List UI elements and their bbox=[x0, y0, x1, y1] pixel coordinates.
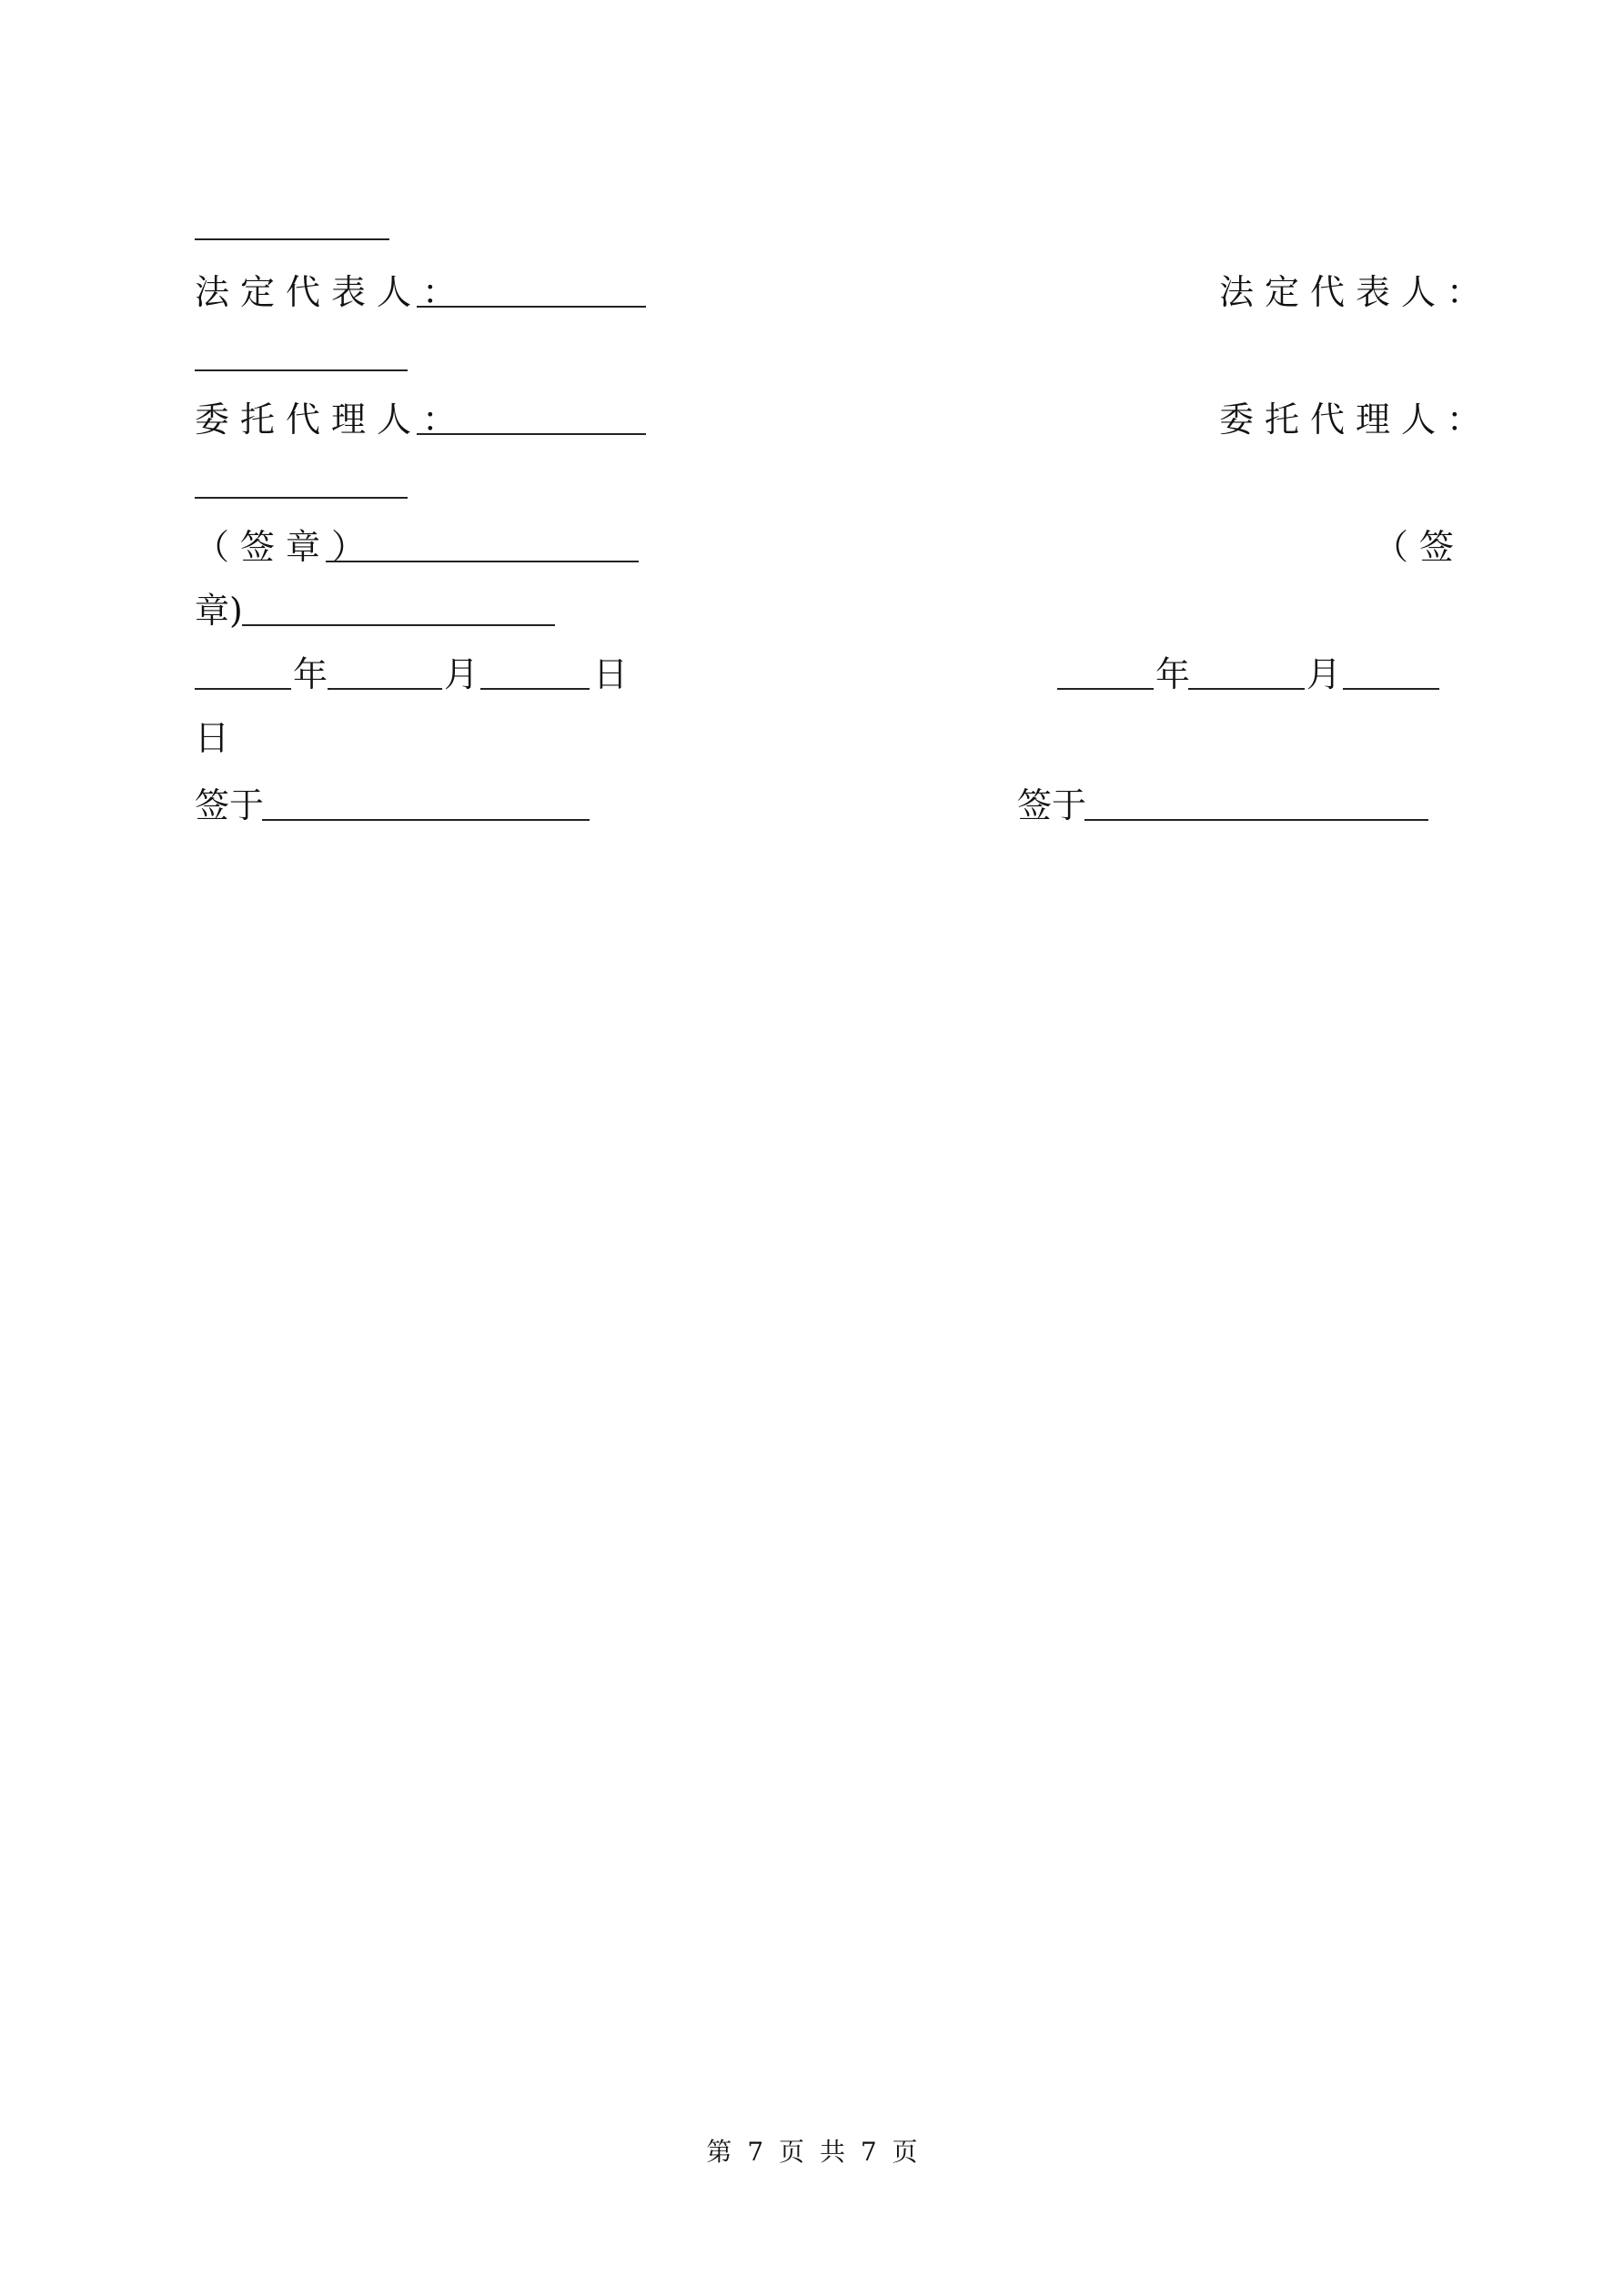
party-b-month-blank bbox=[1188, 688, 1305, 690]
party-b-signed-at-label: 签于 bbox=[1017, 785, 1087, 825]
legal-rep-row bbox=[0, 266, 1624, 319]
party-a-agent-blank bbox=[417, 433, 646, 435]
party-a-legal-rep-label: 法定代表人： bbox=[195, 272, 469, 312]
party-a-year-blank bbox=[195, 688, 291, 690]
seal-row bbox=[0, 521, 1624, 573]
party-b-month-label: 月 bbox=[1306, 654, 1342, 694]
party-b-day-label: 日 bbox=[195, 718, 230, 758]
party-a-agent-label: 委托代理人： bbox=[195, 400, 469, 440]
party-b-year-label: 年 bbox=[1155, 654, 1191, 694]
party-a-seal-blank bbox=[326, 561, 639, 562]
date-row-continued bbox=[0, 712, 1624, 764]
party-a-legal-rep-blank bbox=[417, 306, 646, 308]
party-a-signed-at-label: 签于 bbox=[195, 785, 265, 825]
signed-at-row bbox=[0, 779, 1624, 832]
party-a-month-blank bbox=[328, 688, 442, 690]
party-a-signed-at-blank bbox=[262, 819, 590, 821]
party-a-seal-label: （签章） bbox=[195, 527, 378, 567]
party-b-legal-rep-blank bbox=[195, 369, 408, 371]
party-b-seal-label: （签 bbox=[1374, 527, 1466, 567]
agent-row bbox=[0, 393, 1624, 446]
party-b-agent-blank bbox=[195, 497, 408, 499]
party-b-agent-label: 委托代理人： bbox=[1219, 400, 1493, 440]
party-b-day-blank bbox=[1343, 688, 1439, 690]
blank-line bbox=[195, 238, 389, 240]
party-a-month-label: 月 bbox=[444, 654, 479, 694]
party-a-year-label: 年 bbox=[293, 654, 328, 694]
party-a-day-label: 日 bbox=[593, 654, 629, 694]
page-number: 第 7 页 共 7 页 bbox=[706, 2137, 918, 2167]
seal-row-continued bbox=[0, 584, 1624, 637]
party-b-year-blank bbox=[1057, 688, 1154, 690]
party-b-legal-rep-label: 法定代表人： bbox=[1219, 272, 1493, 312]
party-b-seal-blank bbox=[242, 624, 555, 626]
party-b-signed-at-blank bbox=[1084, 819, 1428, 821]
date-row bbox=[0, 648, 1624, 701]
party-a-day-blank bbox=[480, 688, 590, 690]
party-b-seal-label-cont: 章) bbox=[195, 591, 243, 631]
